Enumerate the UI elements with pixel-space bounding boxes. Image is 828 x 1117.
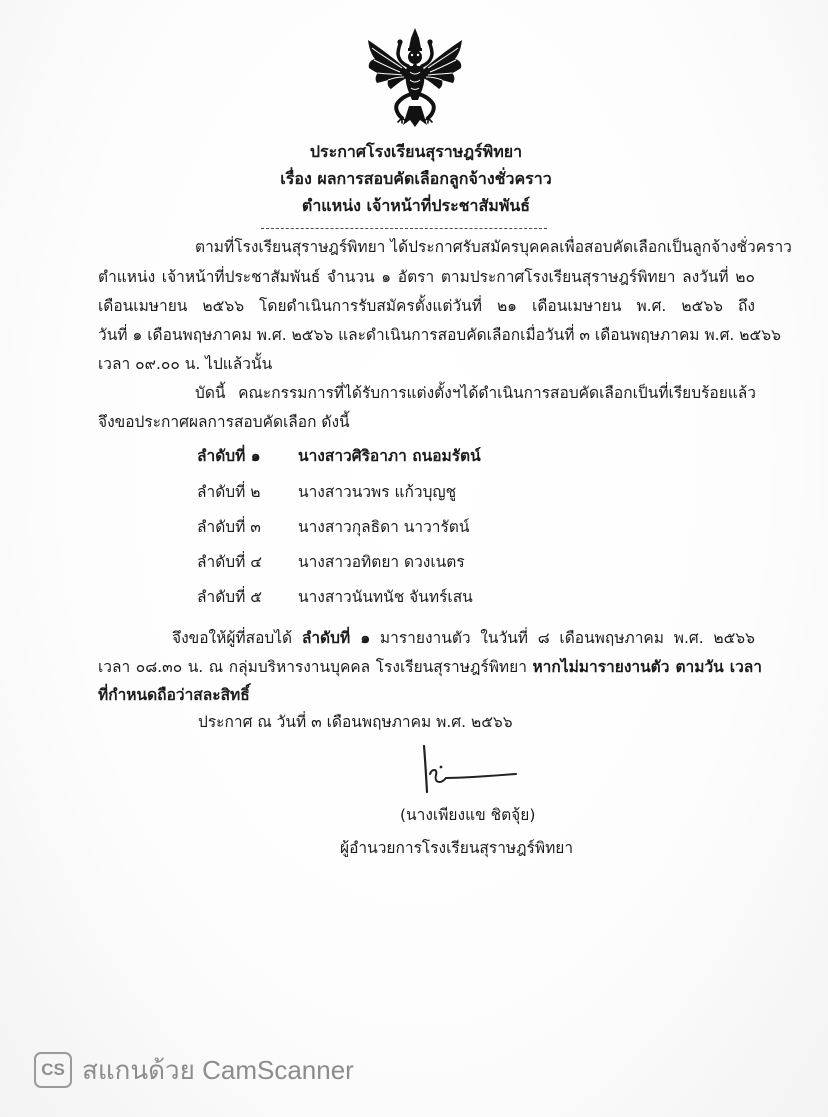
paragraph3-text: จึงขอให้ผู้ที่สอบได้ (172, 629, 302, 647)
result-rank: ลำดับที่ ๓ (197, 518, 261, 536)
garuda-emblem-icon (360, 28, 470, 128)
camscanner-watermark: สแกนด้วย CamScanner (82, 1055, 354, 1085)
paragraph1-line: ตำแหน่ง เจ้าหน้าที่ประชาสัมพันธ์ จำนวน ๑ อัตรา ตามประกาศโรงเรียนสุราษฎร์พิทยา ลงวันที่ ๒๐ (98, 268, 755, 286)
camscanner-logo-icon: CS (34, 1052, 72, 1088)
result-rank: ลำดับที่ ๑ (197, 447, 261, 465)
paragraph3-bold-text: ลำดับที่ ๑ (301, 629, 371, 647)
issued-date: ประกาศ ณ วันที่ ๓ เดือนพฤษภาคม พ.ศ. ๒๕๖๖ (198, 713, 513, 731)
paragraph3-text: เวลา ๐๘.๓๐ น. ณ กลุ่มบริหารงานบุคคล โรงเรียนสุราษฎร์พิทยา (98, 658, 533, 676)
paragraph2-line: จึงขอประกาศผลการสอบคัดเลือก ดังนี้ (98, 413, 350, 431)
announcement-subject: เรื่อง ผลการสอบคัดเลือกลูกจ้างชั่วคราว (280, 169, 552, 188)
header-divider (261, 228, 547, 229)
paragraph3-line (172, 625, 755, 651)
paragraph1-line: วันที่ ๑ เดือนพฤษภาคม พ.ศ. ๒๕๖๖ และดำเนินการสอบคัดเลือกเมื่อวันที่ ๓ เดือนพฤษภาคม พ.ศ. ๒๕๖๖ (98, 326, 781, 344)
announcement-title: ประกาศโรงเรียนสุราษฎร์พิทยา (309, 142, 523, 161)
paragraph1-line: เดือนเมษายน ๒๕๖๖ โดยดำเนินการรับสมัครตั้งแต่วันที่ ๒๑ เดือนเมษายน พ.ศ. ๒๕๖๖ ถึง (98, 297, 755, 315)
result-name: นางสาวนันทนัช จันทร์เสน (298, 588, 473, 606)
paragraph3-line (98, 654, 762, 680)
paragraph1-line: เวลา ๐๙.๐๐ น. ไปแล้วนั้น (98, 355, 273, 373)
paragraph2-line: บัดนี้ คณะกรรมการที่ได้รับการแต่งตั้งฯได้ดำเนินการสอบคัดเลือกเป็นที่เรียบร้อยแล้ว (195, 384, 756, 402)
signatory-title: ผู้อำนวยการโรงเรียนสุราษฎร์พิทยา (340, 839, 574, 857)
handwritten-signature (410, 738, 530, 804)
announcement-position: ตำแหน่ง เจ้าหน้าที่ประชาสัมพันธ์ (301, 196, 531, 215)
paragraph3-line: ที่กำหนดถือว่าสละสิทธิ์ (98, 686, 250, 704)
result-name: นางสาวนวพร แก้วบุญชู (298, 483, 457, 501)
result-name: นางสาวกุลธิดา นาวารัตน์ (298, 518, 470, 536)
result-rank: ลำดับที่ ๔ (197, 553, 262, 571)
paragraph3-text: มารายงานตัว ในวันที่ ๘ เดือนพฤษภาคม พ.ศ. ๒๕๖๖ (370, 629, 755, 647)
signatory-name: (นางเพียงแข ชิตจุ้ย) (400, 806, 536, 824)
paragraph3-bold-text: หากไม่มารายงานตัว ตามวัน เวลา (532, 658, 762, 676)
result-rank: ลำดับที่ ๒ (197, 483, 261, 501)
result-rank: ลำดับที่ ๕ (197, 588, 262, 606)
paragraph1-line: ตามที่โรงเรียนสุราษฎร์พิทยา ได้ประกาศรับสมัครบุคคลเพื่อสอบคัดเลือกเป็นลูกจ้างชั่วคราว (195, 238, 792, 256)
result-name: นางสาวอทิตยา ดวงเนตร (298, 553, 465, 571)
result-name: นางสาวศิริอาภา ถนอมรัตน์ (298, 447, 481, 465)
